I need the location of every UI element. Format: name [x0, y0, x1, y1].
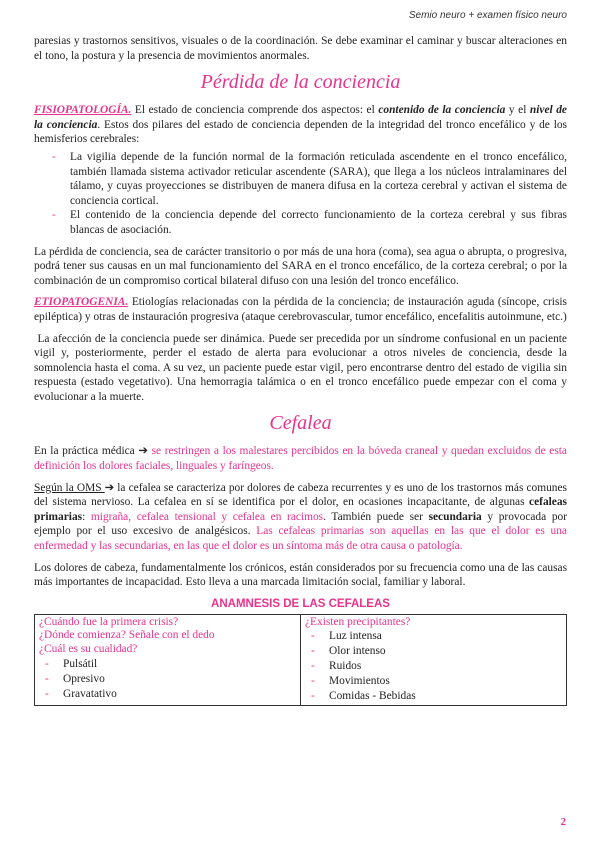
fisiopatologia-label: FISIOPATOLOGÍA.: [34, 104, 132, 117]
question-precipitantes: ¿Existen precipitantes?: [305, 615, 411, 628]
oms-paragraph: Según la OMS ➔ la cefalea se caracteriza por dolores de cabeza recurrentes y es uno de los trastornos más comunes del sistema nervioso. La cefalea en sí se identifica por el dolor, en ocasiones incapacitante, de algunas cefaleas primarias: migraña, cefalea tensional y cefalea en racimos. También puede ser secundaria y provocada por ejemplo por el uso excesivo de analgésicos. Las cefaleas primarias son aquellas en las que el dolor es una enfermedad y las secundarias, en las que el dolor es un síntoma más de otra causa o patología.: [34, 481, 568, 553]
list-item: - El contenido de la conciencia depende del correcto funcionamiento de la corteza cerebral y sus fibras blancas de asociación.: [70, 208, 567, 237]
section-title-cefalea: Cefalea: [269, 412, 332, 435]
arrow-icon: ➔: [138, 445, 148, 458]
page-number: 2: [560, 816, 566, 828]
question-donde-comienza: ¿Dónde comienza? Señale con el dedo: [39, 629, 215, 642]
section-title-perdida: Pérdida de la conciencia: [200, 71, 401, 94]
list-item: - Opresivo: [63, 672, 296, 687]
etiopatogenia-label: ETIOPATOGENIA.: [34, 296, 129, 309]
conciencia-list: [34, 150, 567, 238]
arrow-icon: ➔: [104, 481, 115, 494]
table-cell-right: [301, 614, 567, 706]
table-title: ANAMNESIS DE LAS CEFALEAS: [211, 597, 390, 610]
primarias-term: cefaleas primarias: [34, 496, 567, 523]
list-item: - Ruidos: [329, 659, 562, 674]
nivel-term: nivel de la conciencia: [34, 104, 567, 131]
practica-paragraph: En la práctica médica ➔ se restringen a los malestares percibidos en la bóveda craneal y quedan excluidos de esta definición los dolores faciales, linguales y faríngeos.: [34, 445, 567, 473]
anamnesis-table: [34, 614, 567, 707]
question-cualidad: ¿Cuál es su cualidad?: [39, 643, 138, 655]
cualidad-list: [39, 657, 296, 702]
fisiopatologia-paragraph: FISIOPATOLOGÍA. El estado de conciencia comprende dos aspectos: el contenido de la conciencia y el nivel de la conciencia. Estos dos pilares del estado de conciencia dependen de la integridad del tronco encefálico y de los hemisferios cerebrales:: [34, 104, 567, 146]
dolores-paragraph: Los dolores de cabeza, fundamentalmente los crónicos, están considerados por su frecuencia como una de las causas más importantes de incapacidad. Esto lleva a una marcada limitación social, familiar y laboral.: [34, 561, 567, 589]
precipitantes-list: [305, 629, 562, 704]
table-cell-left: [35, 614, 301, 706]
list-item: - Luz intensa: [329, 629, 562, 644]
oms-label: Según la OMS: [34, 481, 105, 494]
page-content: [34, 34, 570, 706]
secundaria-term: secundaria: [428, 510, 482, 523]
table-row: [35, 614, 567, 706]
contenido-term: contenido de la conciencia: [378, 104, 506, 117]
etiopatogenia-paragraph: ETIOPATOGENIA. Etiologías relacionadas con la pérdida de la conciencia; de instauración aguda (síncope, crisis epiléptica) y otras de instauración progresiva (ataque cerebrovascular, tumor encefálico, encefalitis autoinmune, etc.): [34, 296, 567, 323]
list-item: - Movimientos: [329, 674, 562, 689]
running-header: Semio neuro + examen físico neuro: [408, 10, 567, 21]
list-item: - Pulsátil: [63, 657, 296, 672]
list-item: - Olor intenso: [329, 644, 562, 659]
list-item: - Gravatativo: [63, 687, 296, 702]
list-item: - Comidas - Bebidas: [329, 689, 562, 704]
intro-paragraph: paresias y trastornos sensitivos, visuales o de la coordinación. Se debe examinar el caminar y buscar alteraciones en el tono, la postura y la presencia de movimientos anormales.: [34, 35, 567, 62]
question-primera-crisis: ¿Cuándo fue la primera crisis?: [39, 615, 179, 628]
list-item: - La vigilia depende de la función normal de la formación reticulada ascendente en el tronco encefálico, también llamada sistema activador reticular ascendente (SARA), que llega a los núcleos intralaminares del tálamo, y cuyas proyecciones se distribuyen de manera difusa en la corteza cerebral y activan el sistema de conciencia cortical.: [70, 150, 567, 208]
perdida-paragraph: La pérdida de conciencia, sea de carácter transitorio o por más de una hora (coma), sea agua o abrupta, o progresiva, podrá tener sus causas en un mal funcionamiento del SARA en el tronco encefálico, de la corteza cerebral; o por la combinación de un compromiso cortical bilateral difuso con una lesión del tronco encefálico.: [34, 245, 567, 287]
afeccion-paragraph: La afección de la conciencia puede ser dinámica. Puede ser precedida por un síndrome confusional en un paciente vigil y, posteriormente, perder el estado de alerta para evolucionar a otros niveles de conciencia, desde la somnolencia hasta el coma. A su vez, un paciente puede estar vigil, pero encontrarse dentro del estado de vigilia sin respuesta (estado vegetativo). Una hemorragia talámica o en el tronco encefálico puede empezar con el coma y evolucionar a la muerte.: [34, 332, 570, 403]
